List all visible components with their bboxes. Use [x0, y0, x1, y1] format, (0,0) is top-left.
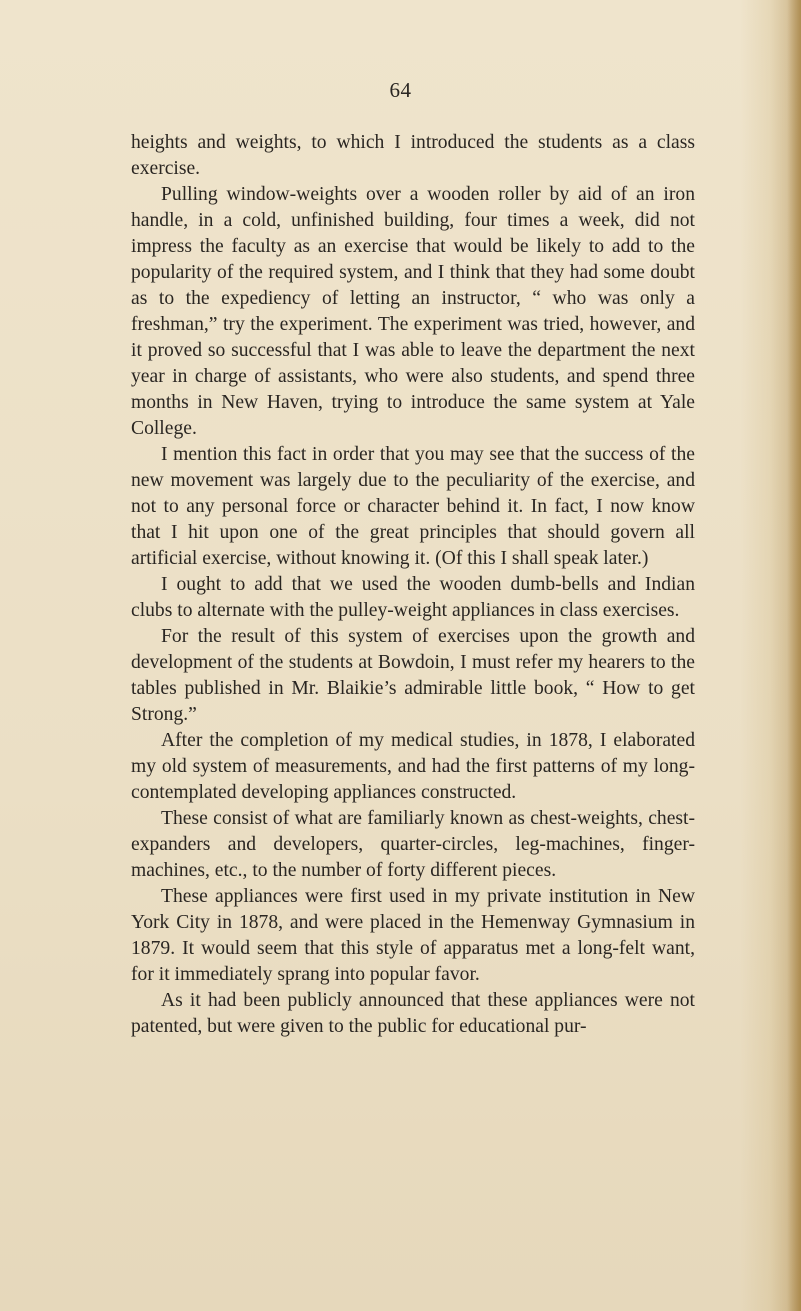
paragraph: As it had been publicly announced that these appliances were not patented, but were given to the public for educational pur- [131, 990, 695, 1037]
paragraph: After the completion of my medical studies, in 1878, I elaborated my old system of measurements, and had the first patterns of my long-contemplated developing appliances constructed. [131, 730, 695, 803]
paragraph: For the result of this system of exercises upon the growth and development of the students at Bowdoin, I must refer my hearers to the tables published in Mr. Blaikie’s admirable little book, “ How to get Strong.” [131, 626, 695, 725]
page-number: 64 [389, 78, 412, 102]
paragraph: I mention this fact in order that you may see that the success of the new movement was largely due to the peculiarity of the exercise, and not to any personal force or character behind it. In fact, I now know that I hit upon one of the great principles that should govern all artificial exercise, without knowing it. (Of this I shall speak later.) [131, 444, 695, 569]
body-text [131, 130, 695, 1040]
paragraph: These consist of what are familiarly known as chest-weights, chest-expanders and developers, quarter-circles, leg-machines, finger-machines, etc., to the number of forty different pieces. [131, 808, 695, 881]
paragraph: heights and weights, to which I introduced the students as a class exercise. [131, 132, 695, 179]
page-edge-shadow [787, 0, 801, 1311]
paragraph: These appliances were first used in my private institution in New York City in 1878, and were placed in the Hemenway Gymnasium in 1879. It would seem that this style of apparatus met a long-felt want, for it immediately sprang into popular favor. [131, 886, 695, 985]
paragraph: Pulling window-weights over a wooden roller by aid of an iron handle, in a cold, unfinished building, four times a week, did not impress the faculty as an exercise that would be likely to add to the popularity of the required system, and I think that they had some doubt as to the expediency of letting an instructor, “ who was only a freshman,” try the experiment. The experiment was tried, however, and it proved so successful that I was able to leave the department the next year in charge of assistants, who were also students, and spend three months in New Haven, trying to introduce the same system at Yale College. [131, 184, 695, 439]
paragraph: I ought to add that we used the wooden dumb-bells and Indian clubs to alternate with the pulley-weight appliances in class exercises. [131, 574, 695, 621]
